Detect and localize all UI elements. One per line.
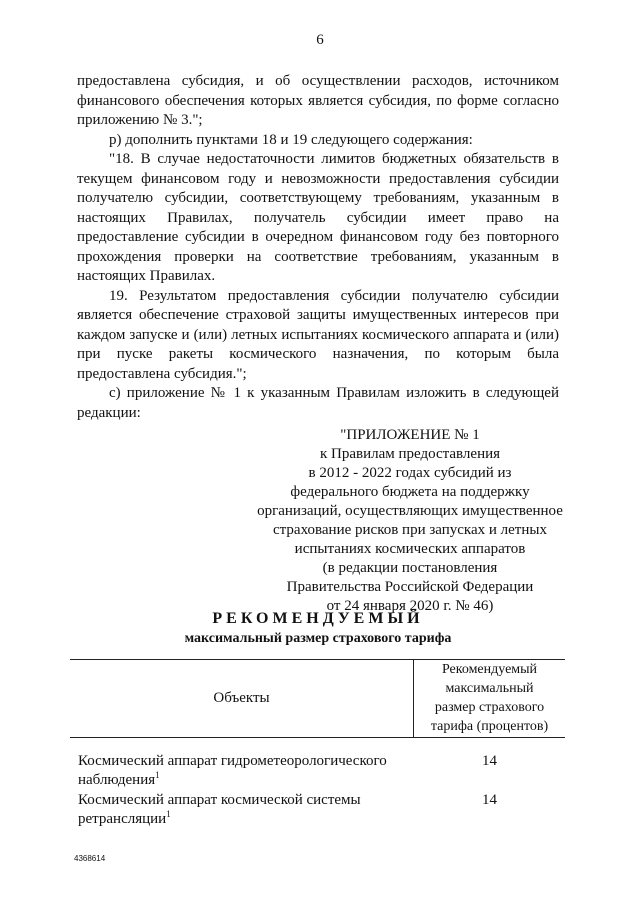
row-object bbox=[78, 791, 398, 829]
footnote-mark: 1 bbox=[155, 770, 160, 780]
header-tariff-line: максимальный bbox=[445, 681, 534, 696]
document-code: 4368614 bbox=[74, 854, 106, 863]
heading-title: РЕКОМЕНДУЕМЫЙ bbox=[212, 610, 424, 627]
appendix-line: от 24 января 2020 г. № 46) bbox=[326, 598, 494, 614]
appendix-reference-block bbox=[245, 426, 575, 616]
document-heading bbox=[77, 609, 559, 649]
appendix-line: (в редакции постановления bbox=[322, 560, 498, 576]
row-object bbox=[78, 752, 398, 790]
body-text bbox=[77, 72, 559, 423]
footnote-mark: 1 bbox=[166, 809, 171, 819]
appendix-line: страхование рисков при запусках и летных bbox=[273, 522, 547, 538]
appendix-line: к Правилам предоставления bbox=[319, 446, 501, 462]
paragraph-item-s: с) приложение № 1 к указанным Правилам изложить в следующей редакции: bbox=[77, 385, 559, 421]
row-object-line: ретрансляции$^1$ bbox=[78, 809, 171, 827]
row-value: 14 bbox=[482, 792, 497, 808]
header-tariff-line: размер страхового bbox=[434, 700, 545, 715]
appendix-line: организаций, осуществляющих имущественное bbox=[257, 503, 563, 519]
paragraph-point-18: "18. В случае недостаточности лимитов бюджетных обязательств в текущем финансовом году и невозможности предоставления субсидии получателю субсидии, соответствующему требованиям, указанным в настоящих Правилах, получатель субсидии имеет право на предоставление субсидии в очередном финансовом году без повторного прохождения проверки на соответствие требованиям, указанным в настоящих Правилах. bbox=[77, 151, 559, 284]
row-object-line: Космический аппарат гидрометеорологического bbox=[78, 753, 387, 769]
header-tariff-line: Рекомендуемый bbox=[441, 662, 538, 677]
row-value: 14 bbox=[482, 753, 497, 769]
header-tariff-line: тарифа (процентов) bbox=[430, 719, 549, 734]
paragraph-item-r: р) дополнить пунктами 18 и 19 следующего содержания: bbox=[109, 131, 473, 148]
appendix-line: испытаниях космических аппаратов bbox=[294, 541, 526, 557]
appendix-line: федерального бюджета на поддержку bbox=[290, 484, 530, 500]
header-objects: Объекты bbox=[213, 689, 270, 706]
appendix-line: "ПРИЛОЖЕНИЕ № 1 bbox=[340, 427, 480, 443]
header-tariff bbox=[414, 659, 565, 738]
row-object-line: Космический аппарат космической системы bbox=[78, 792, 361, 808]
appendix-line: Правительства Российской Федерации bbox=[286, 579, 534, 595]
paragraph-point-19: 19. Результатом предоставления субсидии получателю субсидии является обеспечение страховой защиты имущественных интересов при каждом запуске и (или) летных испытаниях космического аппарата и (или) при пуске ракеты космического назначения, по которым была предоставлена субсидия."; bbox=[77, 287, 559, 382]
paragraph-continuation: предоставлена субсидия, и об осуществлении расходов, источником финансового обеспечения которых является субсидия, по форме согласно приложению № 3."; bbox=[77, 73, 559, 128]
row-object-line: наблюдения$^1$ bbox=[78, 770, 160, 788]
heading-subtitle: максимальный размер страхового тарифа bbox=[184, 631, 452, 646]
appendix-line: в 2012 - 2022 годах субсидий из bbox=[308, 465, 512, 481]
page-number: 6 bbox=[316, 32, 324, 48]
table-header-bottom-border bbox=[70, 737, 565, 738]
